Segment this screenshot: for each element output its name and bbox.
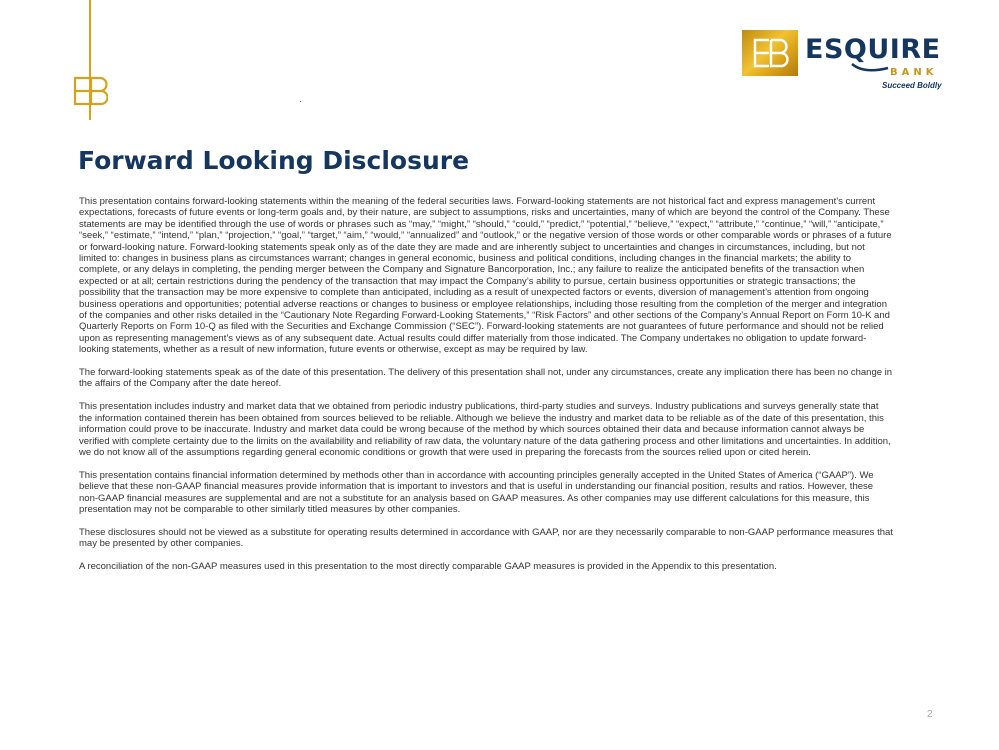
logo-wordmark: ESQUIRE [805,34,941,65]
eb-monogram-icon [72,76,108,106]
page-title: Forward Looking Disclosure [78,146,470,175]
page-number: 2 [927,709,933,720]
eb-monogram-icon [742,30,798,76]
paragraph-non-gaap: This presentation contains financial information determined by methods other than in accordance with accounting principles generally accepted in the United States of America (“GAAP”). We believe that these non-GAAP financial measures provide information that is important to investors and that is useful in understanding our financial position, results and ratios. However, these non-GAAP financial measures are supplemental and are not a substitute for an analysis based on GAAP measures. As other companies may use different calculations for this measure, this presentation may not be comparable to other similarly titled measures by other companies. [79,469,874,515]
paragraph-industry-data: This presentation includes industry and market data that we obtained from periodic industry publications, third-party studies and surveys. Industry publications and surveys generally state that the information contained therein has been obtained from sources believed to be reliable. Although we believe the industry and market data to be reliable as of the date of this presentation, this information could prove to be inaccurate. Industry and market data could be wrong because of the method by which sources obtained their data and because information cannot always be verified with complete certainty due to the limits on the availability and reliability of raw data, the voluntary nature of the data gathering process and other limitations and uncertainties. In addition, we do not know all of the assumptions regarding general economic conditions or growth that were used in preparing the forecasts from the sources relied upon or cited herein. [79,401,891,458]
decorative-dot [300,101,301,102]
paragraph-substitute: These disclosures should not be viewed as a substitute for operating results determined in accordance with GAAP, nor are they necessarily comparable to non-GAAP performance measures that may be presented by other companies. [79,526,893,550]
paragraph-reconciliation: A reconciliation of the non-GAAP measures used in this presentation to the most directly comparable GAAP measures is provided in the Appendix to this presentation. [79,560,777,572]
paragraph-forward-looking: This presentation contains forward-looking statements within the meaning of the federal securities laws. Forward-looking statements are not historical fact and express management’s current expectations, forecasts of future events or long-term goals and, by their nature, are subject to assumptions, risks and uncertainties, many of which are beyond the control of the Company. These statements are may be identified through the use of words or phrases such as “may,” “might,” “should,” “could,” “predict,” “potential,” “believe,” “expect,” “attribute,” “continue,” “will,” “anticipate,” “seek,” “estimate,” “intend,” “plan,” “projection,” “goal,” “target,” “aim,” “would,” “annualized” and “outlook,” or the negative version of those words or other comparable words or phrases of a future or forward-looking nature. Forward-looking statements speak only as of the date they are made and are inherently subject to uncertainties and changes in circumstances, including, but not limited to: changes in business plans as circumstances warrant; changes in general economic, business and political conditions, including changes in the financial markets; the ability to complete, or any delays in completing, the pending merger between the Company and Signature Bancorporation, Inc.; any failure to realize the anticipated benefits of the transaction when expected or at all; certain restrictions during the pendency of the transaction that may impact the Company’s ability to pursue, certain business opportunities or strategic transactions; the possibility that the transaction may be more expensive to complete than anticipated, including as a result of unexpected factors or events, diversion of management’s attention from ongoing business operations and opportunities; potential adverse reactions or changes to business or employee relationships, including those resulting from the completion of the merger and integration of the companies and other risks detailed in the “Cautionary Note Regarding Forward-Looking Statements,” “Risk Factors” and other sections of the Company’s Annual Report on Form 10-K and Quarterly Reports on Form 10-Q as filed with the Securities and Exchange Commission (“SEC”). Forward-looking statements are not guarantees of future performance and should not be relied upon as representing management’s views as of any subsequent date. Actual results could differ materially from those indicated. The Company undertakes no obligation to update forward-looking statements, whether as a result of new information, future events or otherwise, except as may be required by law. [79,196,892,356]
logo-gold-block [742,30,798,76]
logo-bank-text: BANK [890,67,938,78]
esquire-bank-logo [742,30,942,92]
logo-tagline: Succeed Boldly [882,81,942,90]
paragraph-date-of-presentation: The forward-looking statements speak as of the date of this presentation. The delivery of this presentation shall not, under any circumstances, create any implication there has been no change in the affairs of the Company after the date hereof. [79,367,893,390]
swoosh-icon [850,62,890,76]
disclosure-body [79,196,894,584]
